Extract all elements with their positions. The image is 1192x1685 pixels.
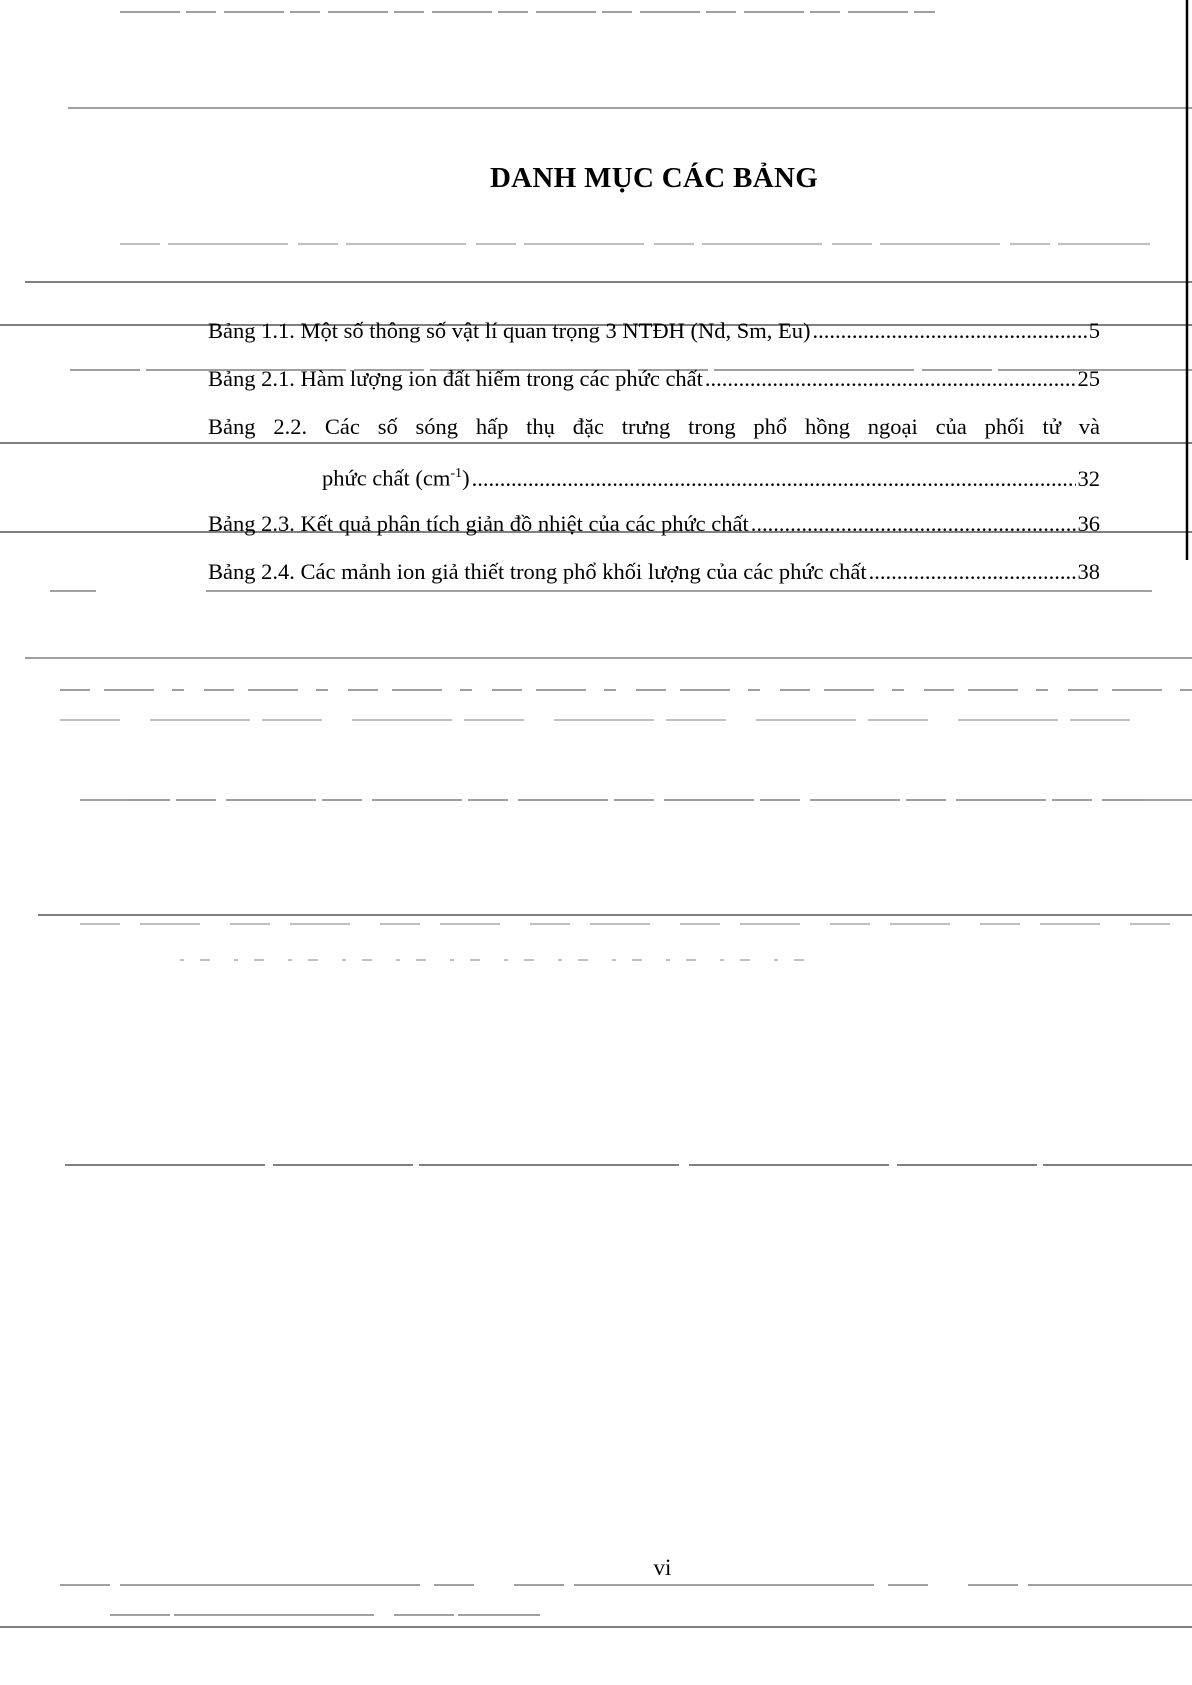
toc-entry-2-2[interactable] (208, 412, 1100, 442)
toc-entry-label: Bảng 1.1. Một số thông số vật lí quan trọng 3 NTĐH (Nd, Sm, Eu) (208, 318, 811, 343)
toc-entry-label: Bảng 2.4. Các mảnh ion giả thiết trong phổ khối lượng của các phức chất (208, 559, 867, 584)
toc-leader-dots (751, 509, 1076, 539)
toc-entry-label-continuation (322, 459, 470, 494)
toc-entry-page: 32 (1077, 465, 1100, 491)
toc-entry-page: 25 (1077, 366, 1100, 391)
toc-leader-dots (472, 464, 1076, 494)
toc-entry-page: 5 (1088, 318, 1100, 343)
toc-entry-label: Bảng 2.3. Kết quả phân tích giản đồ nhiệt của các phức chất (208, 511, 749, 536)
label-text: phức chất (cm (322, 465, 451, 491)
toc-leader-dots (705, 364, 1076, 394)
page-title: DANH MỤC CÁC BẢNG (489, 162, 819, 194)
toc-entry-2-3[interactable] (208, 509, 1100, 539)
toc-entry-page: 36 (1077, 511, 1100, 536)
toc-entry-2-1[interactable] (208, 364, 1100, 394)
toc-entry-2-4[interactable] (208, 557, 1100, 587)
toc-entry-page: 38 (1077, 559, 1100, 584)
toc-entry-1-1[interactable] (208, 316, 1100, 346)
toc-entry-label: Bảng 2.2. Các số sóng hấp thụ đặc trưng trong phổ hồng ngoại của phối tử và (208, 414, 1100, 439)
label-text: ) (462, 465, 470, 491)
page-number: vi (653, 1555, 672, 1580)
toc-entry-label: Bảng 2.1. Hàm lượng ion đất hiếm trong các phức chất (208, 366, 703, 391)
toc-leader-dots (812, 316, 1086, 346)
toc-leader-dots (869, 557, 1076, 587)
superscript: -1 (450, 466, 463, 481)
toc-entry-2-2-continuation[interactable] (322, 459, 1100, 494)
